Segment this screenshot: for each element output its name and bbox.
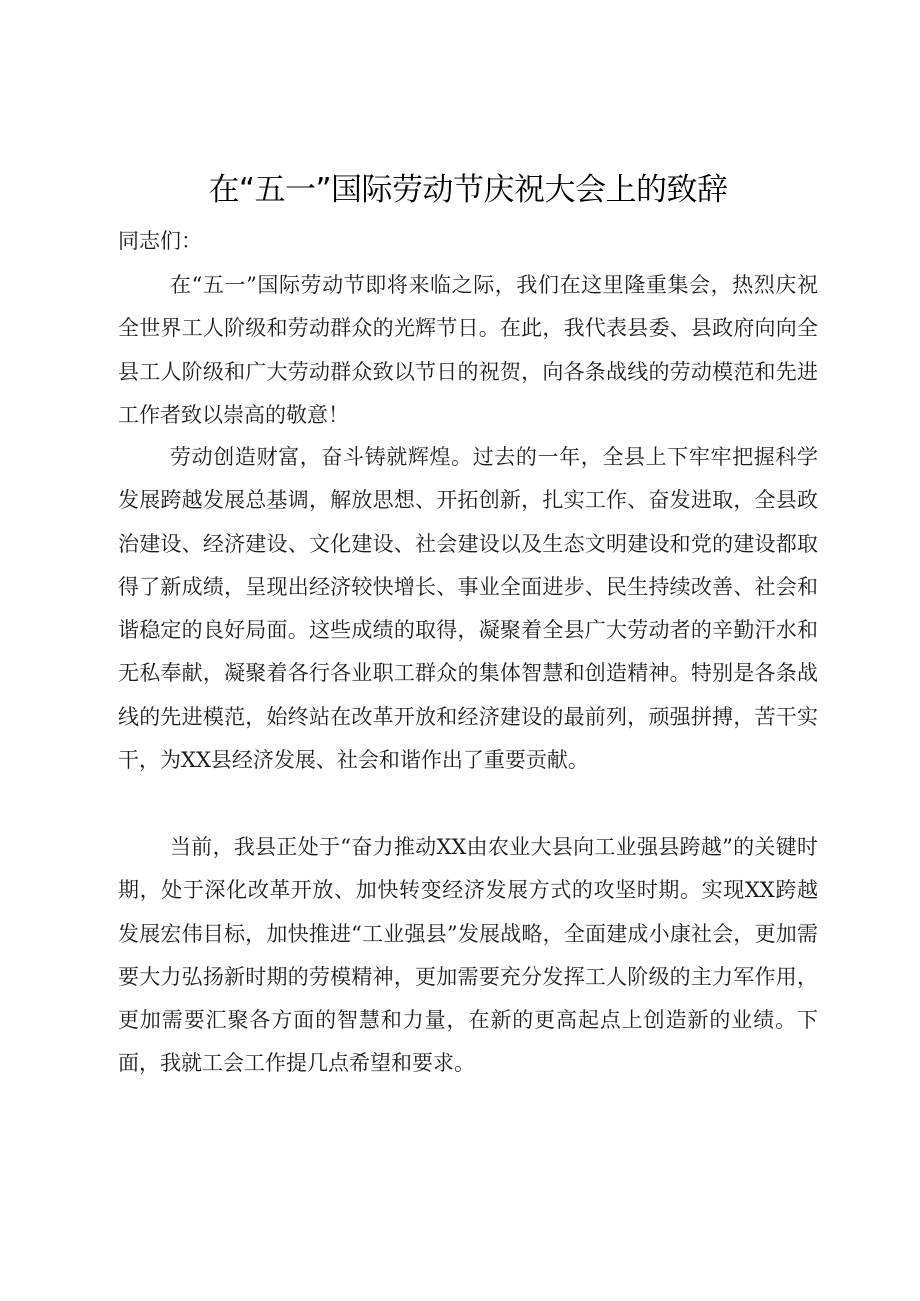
document-title: 在“五一”国际劳动节庆祝大会上的致辞 <box>208 172 728 208</box>
paragraph-3: 当前，我县正处于“奋力推动XX由农业大县向工业强县跨越”的关键时期，处于深化改革开放、加快转变经济发展方式的攻坚时期。实现XX跨越发展宏伟目标，加快推进“工业强县”发展战略，全面建成小康社会，更加需要大力弘扬新时期的劳模精神，更加需要充分发挥工人阶级的主力军作用，更加需要汇聚各方面的智慧和力量，在新的更高起点上创造新的业绩。下面，我就工会工作提几点希望和要求。 <box>118 835 818 1076</box>
paragraph-1: 在“五一”国际劳动节即将来临之际，我们在这里隆重集会，热烈庆祝全世界工人阶级和劳动群众的光辉节日。在此，我代表县委、县政府向向全县工人阶级和广大劳动群众致以节日的祝贺，向各条战线的劳动模范和先进工作者致以崇高的敬意！ <box>118 273 818 427</box>
salutation: 同志们： <box>118 229 202 253</box>
paragraph-2: 劳动创造财富，奋斗铸就辉煌。过去的一年，全县上下牢牢把握科学发展跨越发展总基调，解放思想、开拓创新，扎实工作、奋发进取，全县政治建设、经济建设、文化建设、社会建设以及生态文明建设和党的建设都取得了新成绩，呈现出经济较快增长、事业全面进步、民生持续改善、社会和谐稳定的良好局面。这些成绩的取得，凝聚着全县广大劳动者的辛勤汗水和无私奉献，凝聚着各行各业职工群众的集体智慧和创造精神。特别是各条战线的先进模范，始终站在改革开放和经济建设的最前列，顽强拼搏，苦干实干，为XX县经济发展、社会和谐作出了重要贡献。 <box>118 445 818 773</box>
